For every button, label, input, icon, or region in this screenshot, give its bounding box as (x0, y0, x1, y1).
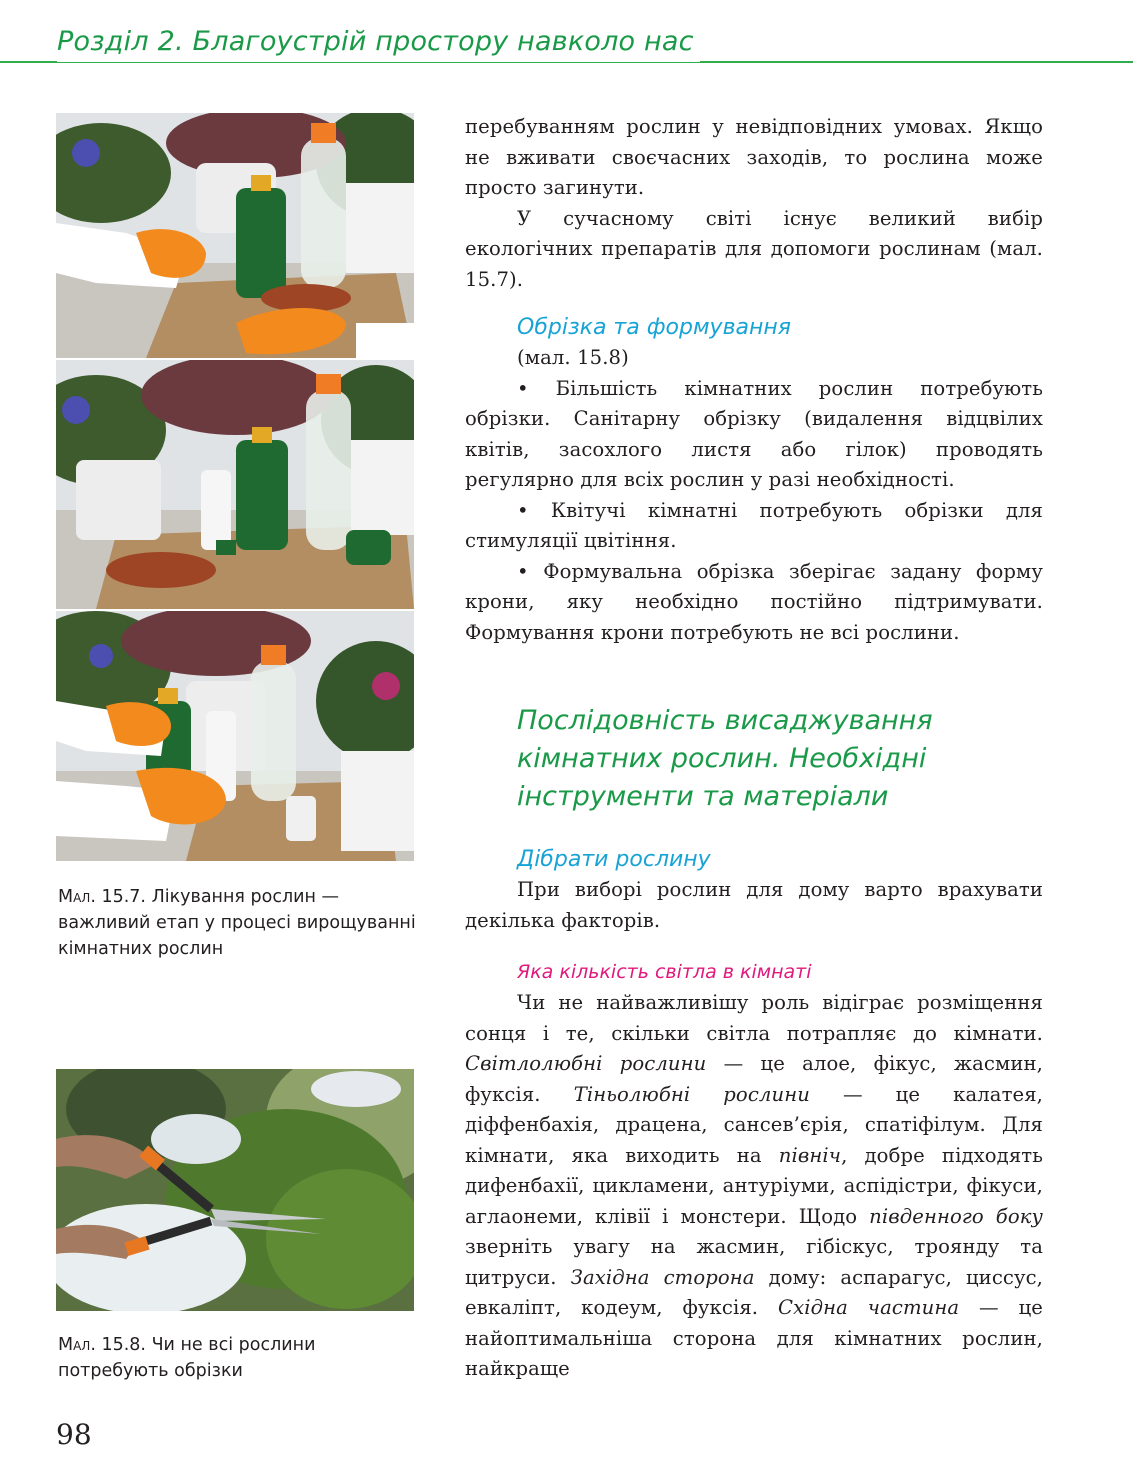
text-run: — це алое, фікус, жасмин, фуксія. (465, 1052, 1043, 1106)
figure-caption-text: Лікування рослин — важливий етап у процесі вирощуванні кімнатних рослин (58, 887, 416, 959)
paragraph: перебуванням рослин у невідповідних умовах. Якщо не вживати своєчасних заходів, то рослина може просто загинути. (465, 115, 1043, 199)
bullet-item: • Квітучі кімнатні потребують обрізки для стимуляції цвітіння. (465, 498, 1043, 552)
paragraph: При виборі рослин для дому варто врахувати декілька факторів. (465, 878, 1043, 932)
subheading-light: Яка кількість світла в кімнаті (517, 961, 812, 983)
bullet-item: • Більшість кімнатних рослин потребують обрізки. Санітарну обрізку (видалення відцвілих квітів, засохлого листя або гілок) проводять регулярно для всіх рослин у разі необхідності. (465, 376, 1043, 491)
section-heading-block (465, 702, 1043, 816)
figure-caption-15-7 (58, 884, 418, 962)
photo-plant-treatment-1 (56, 113, 414, 358)
text-column (465, 112, 1043, 648)
photo-plant-treatment-2 (56, 360, 414, 609)
text-run: зверніть увагу на жасмин, гібіскус, троянду та цитруси. (465, 1235, 1043, 1289)
emphasis: Західна сторона (570, 1265, 755, 1289)
section-heading: Послідовність висаджування кімнатних рослин. Необхідні інструменти та матеріали (517, 705, 933, 812)
text-run: — це калатея, діффенбахія, драцена, сансев’єрія, спатіфілум. Для кімнати, яка виходить на (465, 1082, 1043, 1167)
paragraph-light (465, 988, 1043, 1385)
emphasis: Світлолюбні рослини (465, 1052, 707, 1075)
text-run: дому: аспарагус, циссус, евкаліпт, кодеум, фуксія. (465, 1265, 1043, 1319)
emphasis: південного боку (869, 1204, 1043, 1228)
chapter-title: Розділ 2. Благоустрій простору навколо нас (57, 22, 700, 62)
figure-label: Мал. 15.8. (58, 1335, 146, 1355)
text-run: Чи не найважливішу роль відіграє розміщення сонця і те, скільки світла потрапляє до кімнати. (465, 991, 1043, 1045)
subheading-choose-plant: Дібрати рослину (517, 847, 711, 872)
photo-plant-treatment-3 (56, 611, 414, 861)
text-run: — це найоптимальніша сторона для кімнатних рослин, найкраще (465, 1296, 1044, 1380)
subheading-pruning: Обрізка та формування (517, 315, 792, 340)
photo-hedge-trimming (56, 1069, 414, 1311)
emphasis: Східна частина (778, 1296, 960, 1319)
pruning-ref: (мал. 15.8) (517, 346, 629, 369)
emphasis: північ (778, 1143, 842, 1167)
text-run: , добре підходять дифенбахії, цикламени, антуріуми, аспідістри, фікуси, аглаонеми, клівії і монстери. Щодо (465, 1143, 1043, 1228)
page-number: 98 (56, 1418, 92, 1451)
text-column-lower (465, 845, 1043, 1385)
running-header (0, 22, 1133, 70)
paragraph: У сучасному світі існує великий вибір екологічних препаратів для допомоги рослинам (мал. 15.7). (465, 206, 1043, 291)
emphasis: Тіньолюбні рослини (573, 1082, 810, 1106)
figure-caption-text: Чи не всі рослини потребують обрізки (58, 1335, 316, 1381)
bullet-item: • Формувальна обрізка зберігає задану форму крони, яку необхідно постійно підтримувати. Формування крони потребують не всі рослини. (465, 559, 1043, 644)
figure-caption-15-8 (58, 1332, 418, 1384)
figure-label: Мал. 15.7. (58, 887, 146, 907)
